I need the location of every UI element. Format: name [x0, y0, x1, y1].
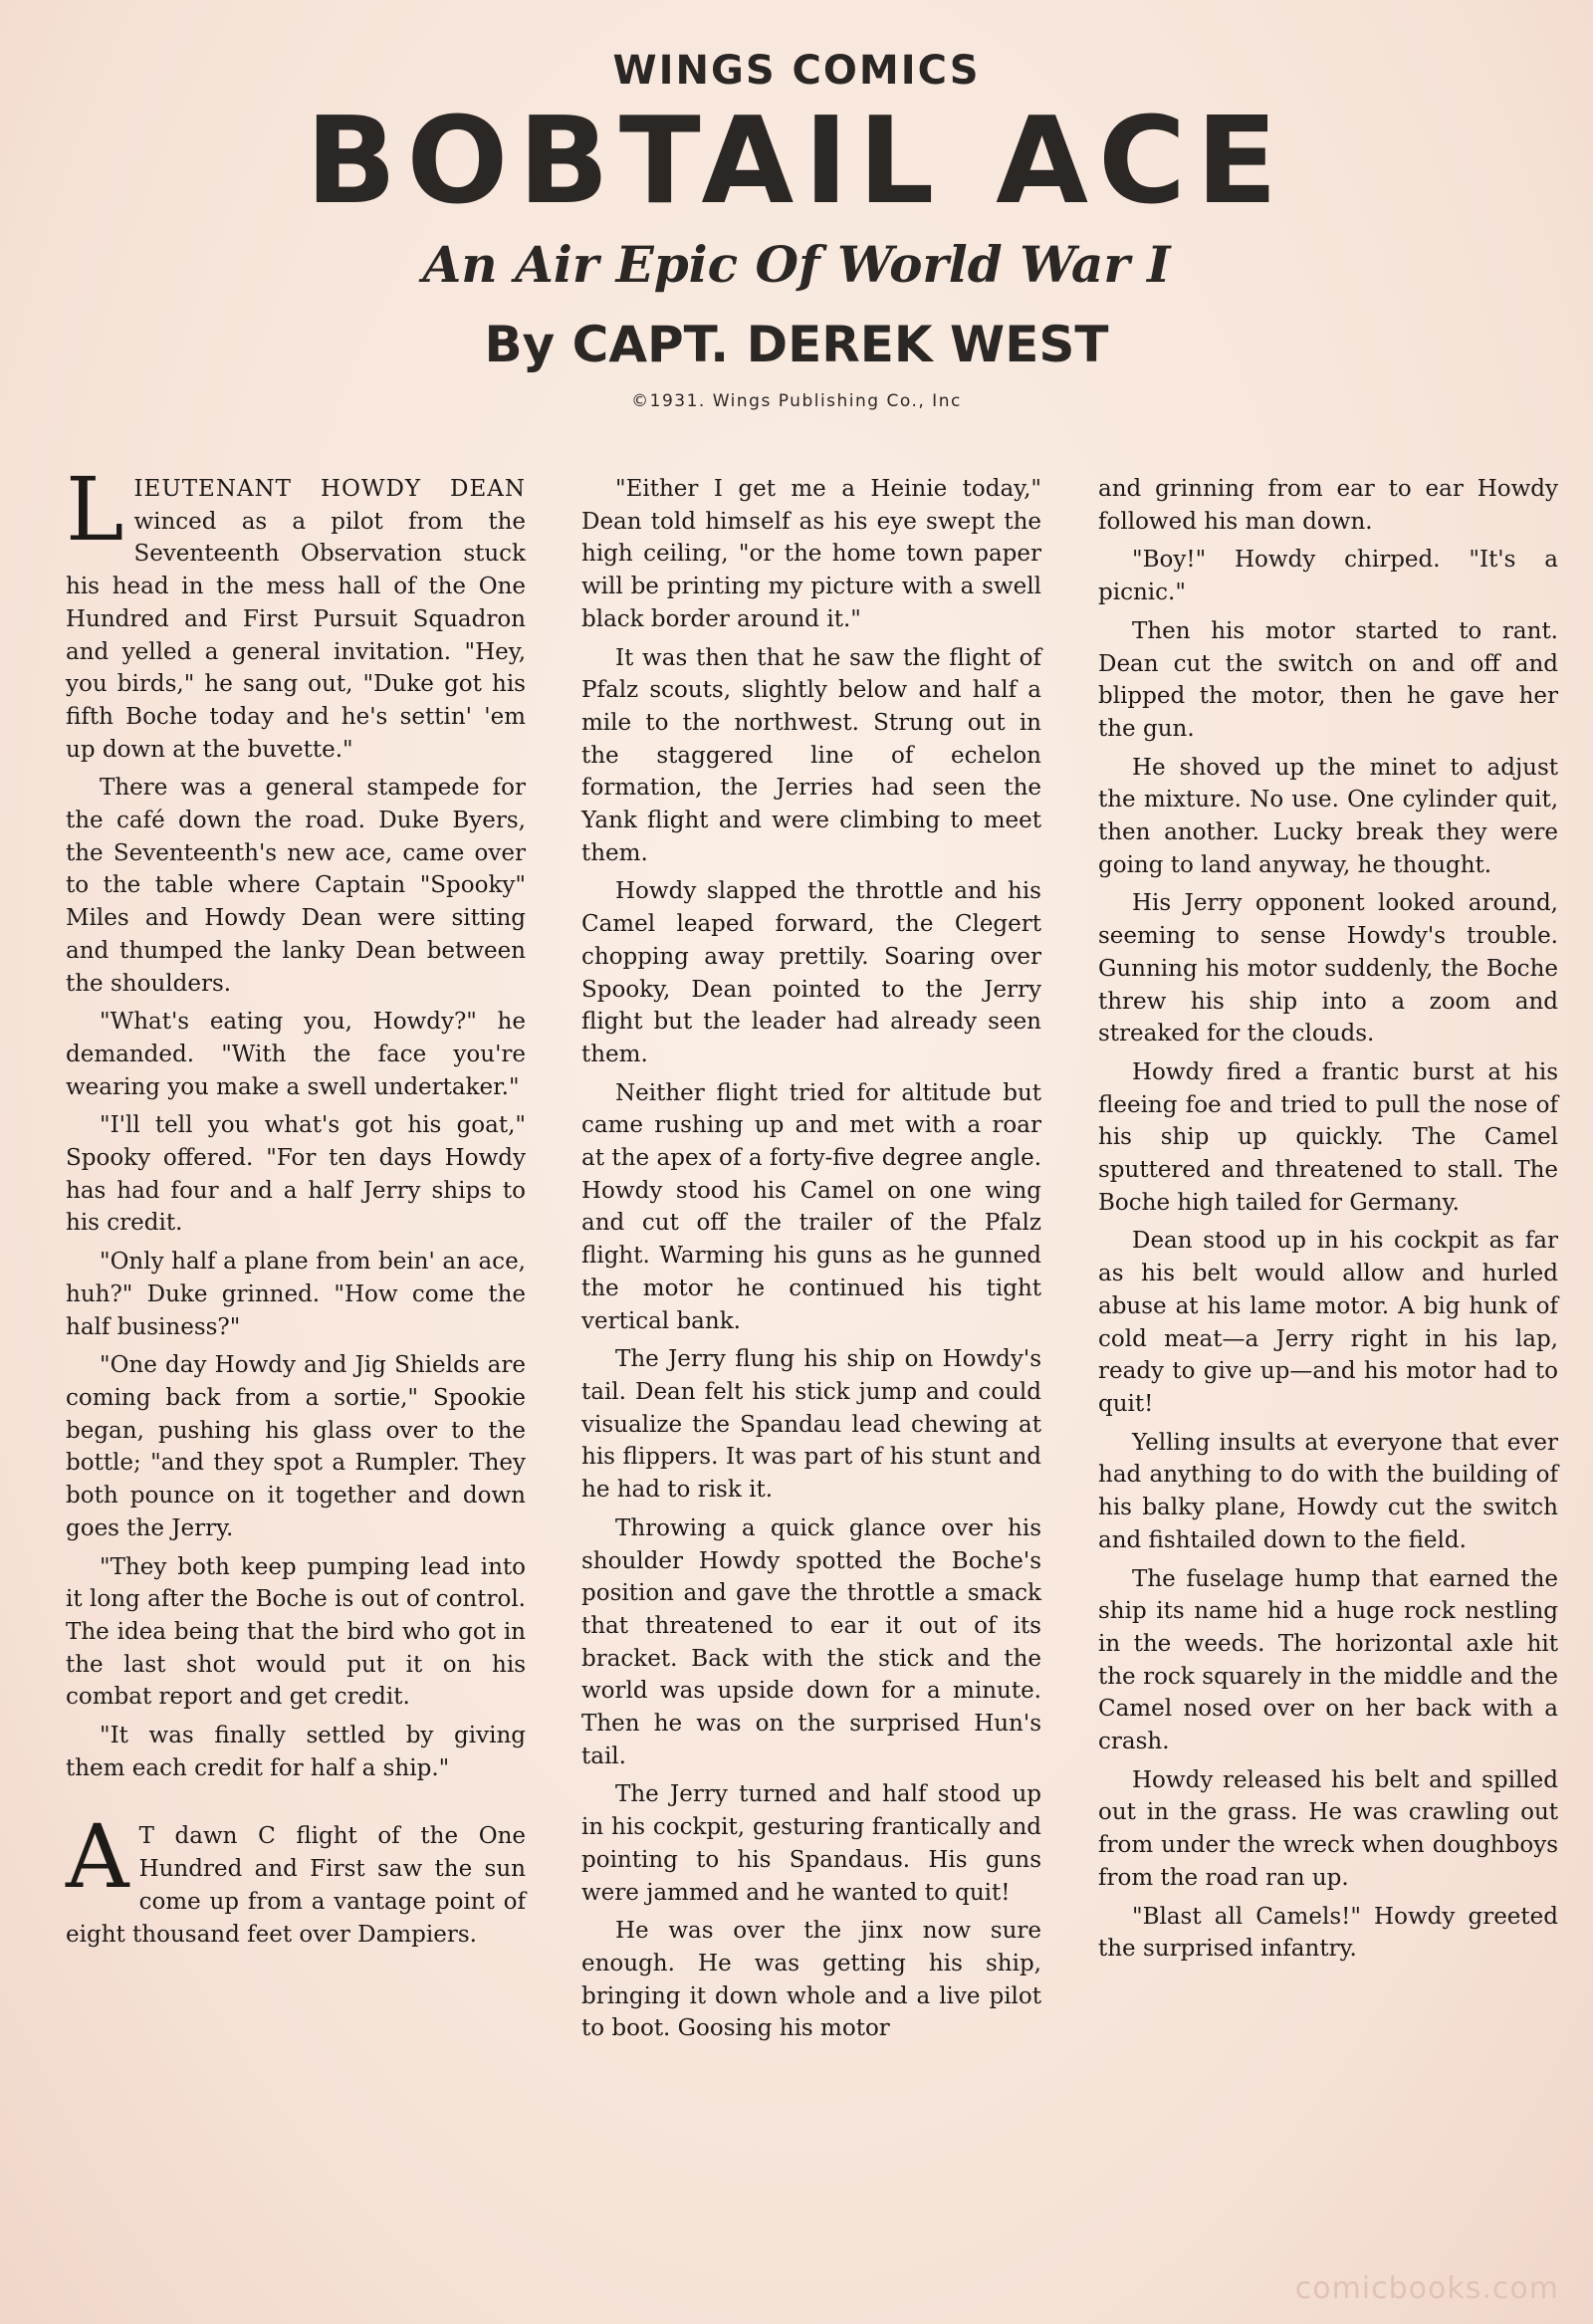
paragraph: [66, 458, 526, 766]
paragraph: "Boy!" Howdy chirped. "It's a picnic.": [1098, 547, 1558, 606]
drop-cap: A: [66, 1805, 129, 1909]
paragraph: [66, 1805, 526, 1951]
paragraph: "One day Howdy and Jig Shields are coming back from a sortie," Spookie began, pushing his glass over to the bottle; "and they spot a Rumpler. They both pounce on it together and down goes the Jerry.: [66, 1352, 526, 1541]
paragraph: and grinning from ear to ear Howdy followed his man down.: [1098, 476, 1558, 535]
paragraph: There was a general stampede for the café down the road. Duke Byers, the Seventeenth's new ace, came over to the table where Captain "Spooky" Miles and Howdy Dean were sitting and thumped the lanky Dean between the shoulders.: [66, 775, 526, 997]
paragraph: "Either I get me a Heinie today," Dean told himself as his eye swept the high ceiling, "or the home town paper will be printing my picture with a swell black border around it.": [581, 476, 1041, 632]
paragraph: "I'll tell you what's got his goat," Spooky offered. "For ten days Howdy has had four and a half Jerry ships to his credit.: [66, 1112, 526, 1237]
paragraph: "Blast all Camels!" Howdy greeted the surprised infantry.: [1098, 1903, 1558, 1963]
story-header: [0, 48, 1593, 411]
paragraph: "Only half a plane from bein' an ace, huh?" Duke grinned. "How come the half business?": [66, 1249, 526, 1340]
paragraph: Neither flight tried for altitude but came rushing up and met with a roar at the apex of a forty-five degree angle. Howdy stood his Camel on one wing and cut off the trailer of the Pfalz flight. Warming his guns as he gunned the motor he continued his tight vertical bank.: [581, 1079, 1041, 1334]
paragraph: "It was finally settled by giving them each credit for half a ship.": [66, 1723, 526, 1781]
site-watermark: comicbooks.com: [1294, 2271, 1559, 2306]
paragraph: Throwing a quick glance over his shoulder Howdy spotted the Boche's position and gave the throttle a smack that threatened to ear it out of its bracket. Back with the stick and the world was upside down for a minute. Then he was on the surprised Hun's tail.: [581, 1514, 1041, 1769]
text-column-3: [1098, 473, 1558, 1972]
paragraph: Howdy fired a frantic burst at his fleeing foe and tried to pull the nose of his ship up quickly. The Camel sputtered and threatened to stall. The Boche high tailed for Germany.: [1098, 1058, 1558, 1216]
paragraph: Howdy slapped the throttle and his Camel leaped forward, the Clegert chopping away prettily. Soaring over Spooky, Dean pointed to the Jerry flight but the leader had already seen them.: [581, 878, 1041, 1067]
paragraph: The Jerry turned and half stood up in his cockpit, gesturing frantically and pointing to his Spandaus. His guns were jammed and he wanted to quit!: [581, 1781, 1041, 1906]
text-column-1: [66, 458, 526, 1957]
paragraph: Yelling insults at everyone that ever had anything to do with the building of his balky plane, Howdy cut the switch and fishtailed down to the field.: [1098, 1429, 1558, 1553]
story-title: BOBTAIL ACE: [305, 93, 1288, 231]
paragraph: His Jerry opponent looked around, seeming to sense Howdy's trouble. Gunning his motor suddenly, the Boche threw his ship into a zoom and streaked for the clouds.: [1098, 890, 1558, 1047]
copyright-notice: ©1931. Wings Publishing Co., Inc: [631, 391, 962, 411]
paragraph: Dean stood up in his cockpit as far as his belt would allow and hurled abuse at his lame motor. A big hunk of cold meat—a Jerry right in his lap, ready to give up—and his motor had to quit!: [1098, 1228, 1558, 1417]
paragraph: Then his motor started to rant. Dean cut the switch on and off and blipped the motor, then he gave her the gun.: [1098, 617, 1558, 742]
drop-cap: L: [66, 458, 124, 561]
paragraph-text: T dawn C flight of the One Hundred and First saw the sun come up from a vantage point of eight thousand feet over Dampiers.: [66, 1823, 526, 1948]
paragraph: It was then that he saw the flight of Pfalz scouts, slightly below and half a mile to the northwest. Strung out in the staggered line of echelon formation, the Jerries had seen the Yank flight and were climbing to meet them.: [581, 644, 1041, 866]
paragraph-text: winced as a pilot from the Seventeenth Observation stuck his head in the mess hall of the One Hundred and First Pursuit Squadron and yelled a general invitation. "Hey, you birds," he sang out, "Duke got his fifth Boche today and he's settin' 'em up down at the buvette.": [66, 508, 526, 763]
paragraph: "They both keep pumping lead into it long after the Boche is out of control. The idea being that the bird who got in the last shot would put it on his combat report and get credit.: [66, 1553, 526, 1711]
paragraph: He was over the jinx now sure enough. He was getting his ship, bringing it down whole and a live pilot to boot. Goosing his motor: [581, 1918, 1041, 2042]
author-byline: By CAPT. DEREK WEST: [484, 316, 1109, 373]
magazine-name: WINGS COMICS: [612, 48, 981, 94]
paragraph: He shoved up the minet to adjust the mixture. No use. One cylinder quit, then another. Lucky break they were going to land anyway, he thought.: [1098, 754, 1558, 878]
paragraph: The fuselage hump that earned the ship its name hid a huge rock nestling in the weeds. The horizontal axle hit the rock squarely in the middle and the Camel nosed over on her back with a crash.: [1098, 1565, 1558, 1755]
opening-smallcaps: IEUTENANT HOWDY DEAN: [133, 476, 526, 502]
text-column-2: [581, 473, 1041, 2051]
story-subtitle: An Air Epic Of World War I: [422, 235, 1171, 294]
paragraph: Howdy released his belt and spilled out in the grass. He was crawling out from under the wreck when doughboys from the road ran up.: [1098, 1766, 1558, 1891]
paragraph: "What's eating you, Howdy?" he demanded. "With the face you're wearing you make a swell undertaker.": [66, 1009, 526, 1100]
paragraph: The Jerry flung his ship on Howdy's tail. Dean felt his stick jump and could visualize the Spandau lead chewing at his flippers. It was part of his stunt and he had to risk it.: [581, 1346, 1041, 1504]
